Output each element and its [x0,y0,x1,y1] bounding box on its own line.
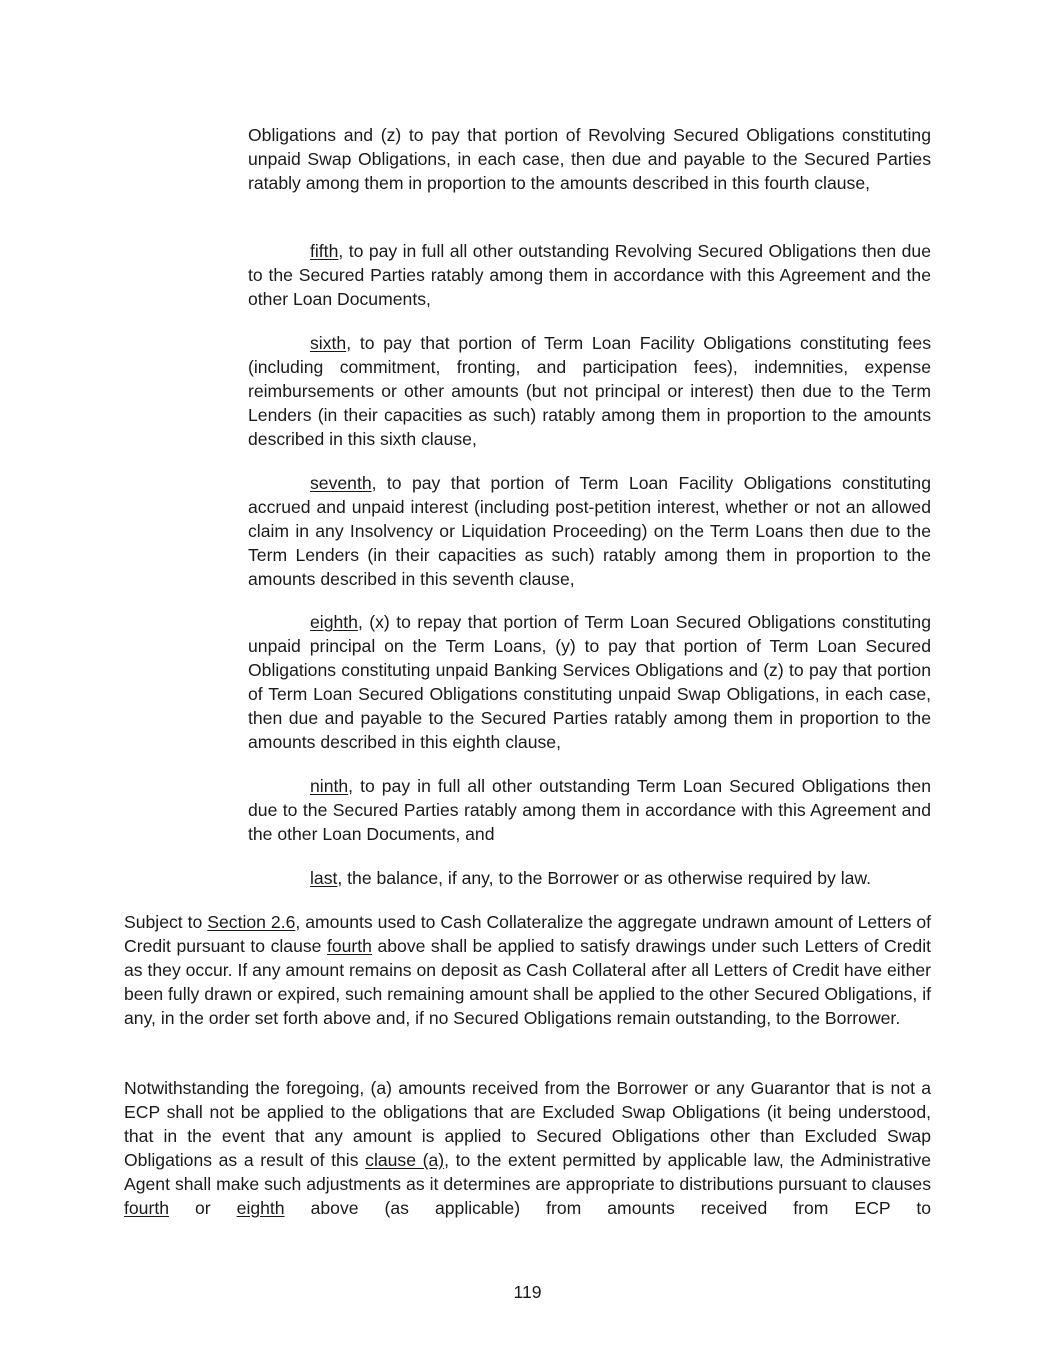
paragraph-text: , the balance, if any, to the Borrower or as otherwise required by law. [337,868,872,888]
cross-reference-clause-fourth: fourth [326,935,372,956]
paragraph-fifth [248,240,931,312]
paragraph-subject-to [124,911,931,1031]
paragraph-text: , to pay in full all other outstanding Term Loan Secured Obligations then due to the Secured Parties ratably among them in accordance with this Agreement and the other Loan Documents, and [248,776,931,844]
paragraph-text: , to pay that portion of Term Loan Facility Obligations constituting fees (including commitment, fronting, and participation fees), indemnities, expense reimbursements or other amounts (but not principal or interest) then due to the Term Lenders (in their capacities as such) ratably among them in proportion to the amounts described in this sixth clause, [248,333,931,449]
paragraph-text: or [169,1197,237,1218]
paragraph-text: , amounts used to Cash Collateralize the aggregate undrawn amount of Letters of Credit pursuant to clause [124,912,931,956]
paragraph-notwithstanding [124,1077,931,1220]
paragraph-sixth [248,332,931,452]
paragraph-text: above shall be applied to satisfy drawings under such Letters of Credit as they occur. If any amount remains on deposit as Cash Collateral after all Letters of Credit have either been fully drawn or expired, such remaining amount shall be applied to the other Secured Obligations, if any, in the order set forth above and, if no Secured Obligations remain outstanding, to the Borrower. [124,935,931,1028]
clause-term-last: last [310,868,338,888]
clause-term-ninth: ninth [310,776,349,796]
cross-reference-clause-fourth: fourth [124,1197,169,1218]
cross-reference-clause-eighth: eighth [236,1197,285,1218]
paragraph-text: , to pay that portion of Term Loan Facility Obligations constituting accrued and unpaid interest (including post-petition interest, whether or not an allowed claim in any Insolvency or Liquidation Proceeding) on the Term Loans then due to the Term Lenders (in their capacities as such) ratably among them in proportion to the amounts described in this seventh clause, [248,473,931,589]
paragraph-seventh [248,472,931,592]
paragraph-eighth [248,611,931,754]
clause-term-eighth: eighth [310,612,358,632]
paragraph-ninth [248,775,931,847]
paragraph-text: , (x) to repay that portion of Term Loan Secured Obligations constituting unpaid principal on the Term Loans, (y) to pay that portion of Term Loan Secured Obligations constituting unpaid Banking Services Obligations and (z) to pay that portion of Term Loan Secured Obligations constituting unpaid Swap Obligations, in each case, then due and payable to the Secured Parties ratably among them in proportion to the amounts described in this eighth clause, [248,612,931,752]
paragraph-text: Notwithstanding the foregoing, (a) amounts received from the Borrower or any Guarantor that is not a ECP shall not be applied to the obligations that are Excluded Swap Obligations (it being understood, that in the event that any amount is applied to Secured Obligations other than Excluded Swap Obligations as a result of this [124,1078,931,1170]
paragraph-text: , to pay in full all other outstanding Revolving Secured Obligations then due to the Secured Parties ratably among them in accordance with this Agreement and the other Loan Documents, [248,241,931,309]
paragraph-fourth-continued [248,124,931,196]
cross-reference-clause-a: clause (a) [365,1149,445,1170]
clause-term-seventh: seventh [310,473,372,493]
page-number: 119 [513,1282,542,1302]
paragraph-text: Obligations and (z) to pay that portion of Revolving Secured Obligations constituting unpaid Swap Obligations, in each case, then due and payable to the Secured Parties ratably among them in proportion to the amounts described in this fourth clause, [248,125,931,193]
cross-reference-section-2-6: Section 2.6 [207,912,296,932]
clause-term-fifth: fifth [310,241,339,261]
paragraph-text: above (as applicable) from amounts received from ECP to [284,1197,931,1218]
clause-term-sixth: sixth [310,333,347,353]
paragraph-text: , to the extent permitted by applicable law, the Administrative Agent shall make such adjustments as it determines are appropriate to distributions pursuant to clauses [124,1149,932,1194]
paragraph-last [248,867,931,891]
paragraph-text: Subject to [124,912,208,932]
